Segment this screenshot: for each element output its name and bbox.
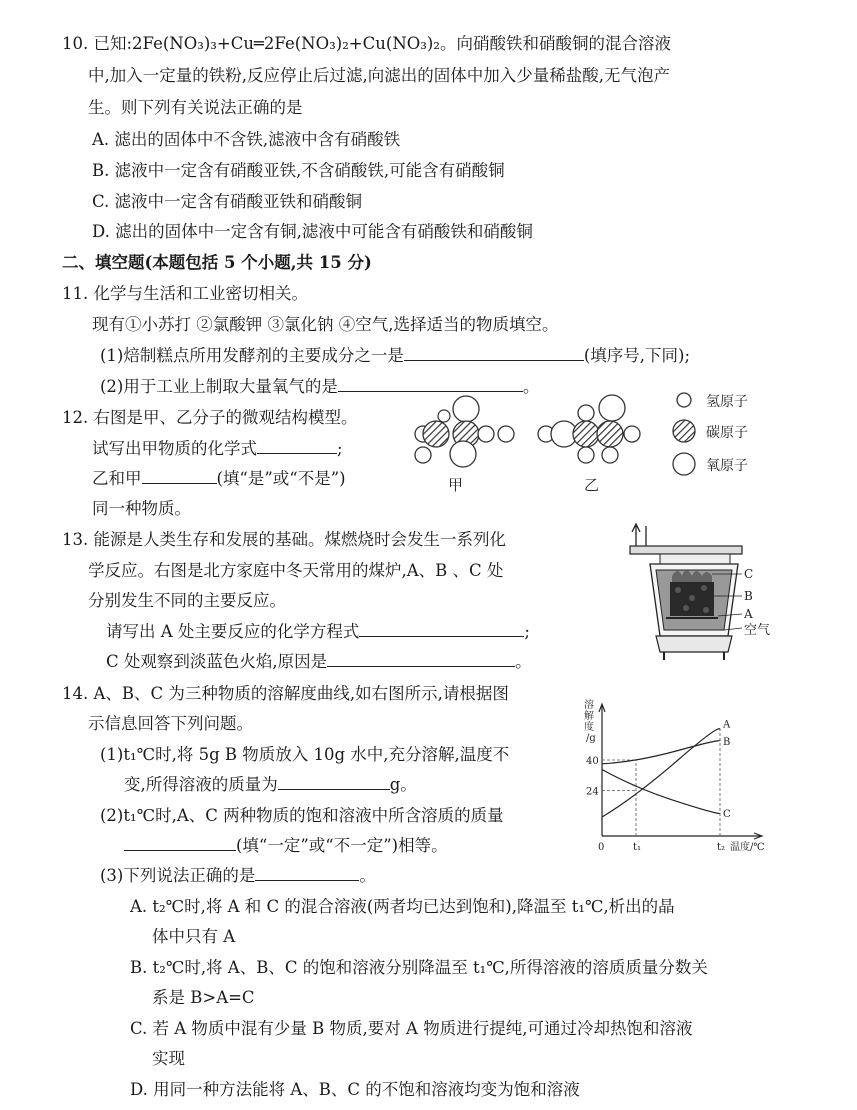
answer-blank[interactable] [278,775,390,790]
answer-blank[interactable] [142,469,217,484]
q11-line1: 11. 化学与生活和工业密切相关。 [62,284,308,303]
q11-part1 [100,346,690,366]
molecule-jia [415,396,514,467]
q13-line4 [106,622,530,642]
hydrogen-atom [578,447,594,463]
hydrogen-atom [478,426,494,442]
hydrogen-atom [602,447,618,463]
q14-p1b [124,775,417,795]
q13-l4-suffix: ; [524,622,530,641]
q14-option-d1: D. 用同一种方法能将 A、B、C 的不饱和溶液均变为饱和溶液 [130,1080,580,1099]
legend-carbon-icon [673,420,695,442]
answer-blank[interactable] [404,346,584,361]
oxygen-atom [453,396,479,422]
legend-oxygen: 氧原子 [706,458,748,474]
q10-line2: 中,加入一定量的铁粉,反应停止后过滤,向滤出的固体中加入少量稀盐酸,无气泡产 [88,66,670,85]
q12-line3 [92,469,346,489]
series-curve-c [602,770,720,814]
label-air: 空气 [744,623,771,638]
q10-line1: 10. 已知:2Fe(NO₃)₃+Cu═2Fe(NO₃)₂+Cu(NO₃)₂。向硝酸铁和硝酸铜的混合溶液 [62,34,671,53]
q14-option-c1: C. 若 A 物质中混有少量 B 物质,要对 A 物质进行提纯,可通过冷却热饱和溶液 [130,1019,693,1038]
label-b: B [744,589,753,603]
oxygen-atom [599,395,625,421]
stove-top [630,546,742,554]
y-axis-label [584,698,597,744]
series-label-a: A [723,719,731,731]
molecule-yi [538,395,640,463]
q14-p2b-suffix: (填“一定”或“不一定”)相等。 [236,836,448,855]
label-a: A [744,607,753,621]
q10-option-a: A. 滤出的固体中不含铁,滤液中含有硝酸铁 [92,130,401,149]
q12-line2 [92,439,343,459]
answer-blank[interactable] [359,622,524,637]
hydrogen-atom [578,405,594,421]
q14-option-a1: A. t₂℃时,将 A 和 C 的混合溶液(两者均已达到饱和),降温至 t₁℃,析出的晶 [130,897,675,916]
carbon-atom [573,421,599,447]
q10-option-d: D. 滤出的固体中一定含有铜,滤液中可能含有硝酸铁和硝酸铜 [92,222,533,241]
q14-p2b [124,836,448,856]
q13-line3: 分别发生不同的主要反应。 [88,591,286,610]
molecule-diagram [400,386,800,506]
q10-option-b: B. 滤液中一定含有硝酸亚铁,不含硝酸铁,可能含有硝酸铜 [92,161,505,180]
q14-option-c2: 实现 [152,1049,185,1068]
ylabel-ch3: 度 [584,722,594,733]
x-tick-label: 0 [598,842,605,853]
q12-l2-suffix: ; [337,439,343,458]
q14-p3-suffix: 。 [359,866,376,885]
hydrogen-atom [624,426,640,442]
q13-line2: 学反应。右图是北方家庭中冬天常用的煤炉,A、B 、C 处 [88,561,504,580]
ash-bin [656,636,732,652]
q11-p2-suffix: 。 [522,377,540,396]
legend-hydrogen: 氢原子 [706,394,748,410]
label-jia: 甲 [448,476,464,494]
q14-line1: 14. A、B、C 为三种物质的溶解度曲线,如右图所示,请根据图 [62,684,509,703]
legend-oxygen-icon [673,453,695,475]
q14-p1b-text: 变,所得溶液的质量为 [124,775,278,794]
q13-l4-text: 请写出 A 处主要反应的化学方程式 [106,622,360,641]
coal-stove-diagram [620,518,800,663]
q14-option-b1: B. t₂℃时,将 A、B、C 的饱和溶液分别降温至 t₁℃,所得溶液的溶质质量分数关 [130,958,708,977]
series-label-c: C [723,809,731,821]
q13-line5 [106,652,532,672]
solubility-chart [580,696,780,862]
section-heading: 二、填空题(本题包括 5 个小题,共 15 分) [62,253,372,272]
hydrogen-atom [415,447,431,463]
q14-p3-text: (3)下列说法正确的是 [100,866,256,885]
q14-p3 [100,866,376,886]
series-curve-a [602,729,720,817]
q12-l2-text: 试写出甲物质的化学式 [92,439,257,458]
q14-line2: 示信息回答下列问题。 [88,714,253,733]
oxygen-atom [450,441,476,467]
hydrogen-atom [498,426,514,442]
q14-p1a: (1)t₁℃时,将 5g B 物质放入 10g 水中,充分溶解,温度不 [100,745,510,764]
x-tick-label: t₁ [633,842,642,853]
q14-option-b2: 系是 B>A=C [152,988,255,1007]
hydrogen-atom [438,410,450,422]
y-tick-label: 24 [586,786,599,798]
answer-blank[interactable] [327,652,515,667]
y-tick-label: 40 [586,756,599,767]
ylabel-ch4: /g [586,733,596,744]
q12-line4: 同一种物质。 [92,499,191,518]
q13-l5-suffix: 。 [515,652,532,671]
q12-l3-suffix: (填“是”或“不是”) [216,469,346,488]
label-yi: 乙 [584,476,600,494]
ylabel-ch1: 溶 [584,700,594,711]
carbon-atom [423,421,449,447]
answer-blank[interactable] [124,836,236,851]
q14-p2a: (2)t₁℃时,A、C 两种物质的饱和溶液中所含溶质的质量 [100,806,504,825]
answer-blank[interactable] [257,439,337,454]
x-tick-label: t₂ [717,842,726,853]
q11-p2-text: (2)用于工业上制取大量氧气的是 [100,377,338,396]
q11-p1-suffix: (填序号,下同); [583,346,691,365]
answer-blank[interactable] [255,866,359,881]
q11-p1-text: (1)焙制糕点所用发酵剂的主要成分之一是 [100,346,404,365]
q12-l3-text: 乙和甲 [92,469,142,488]
q12-line1: 12. 右图是甲、乙分子的微观结构模型。 [62,408,358,427]
label-c: C [744,567,754,581]
carbon-atom [597,421,623,447]
q10-line3: 生。则下列有关说法正确的是 [88,98,303,117]
legend-carbon: 碳原子 [706,425,748,441]
series-label-b: B [723,737,731,748]
q13-l5-text: C 处观察到淡蓝色火焰,原因是 [106,652,328,671]
q14-option-a2: 体中只有 A [152,927,236,946]
q11-line2: 现有①小苏打 ②氯酸钾 ③氯化钠 ④空气,选择适当的物质填空。 [92,315,559,334]
q13-line1: 13. 能源是人类生存和发展的基础。煤燃烧时会发生一系列化 [62,530,506,549]
ylabel-ch2: 解 [584,711,594,722]
q14-p1b-suffix: g。 [389,775,417,794]
q10-option-c: C. 滤液中一定含有硝酸亚铁和硝酸铜 [92,192,363,211]
legend-hydrogen-icon [677,393,691,407]
x-axis-label: 温度/℃ [730,842,765,853]
